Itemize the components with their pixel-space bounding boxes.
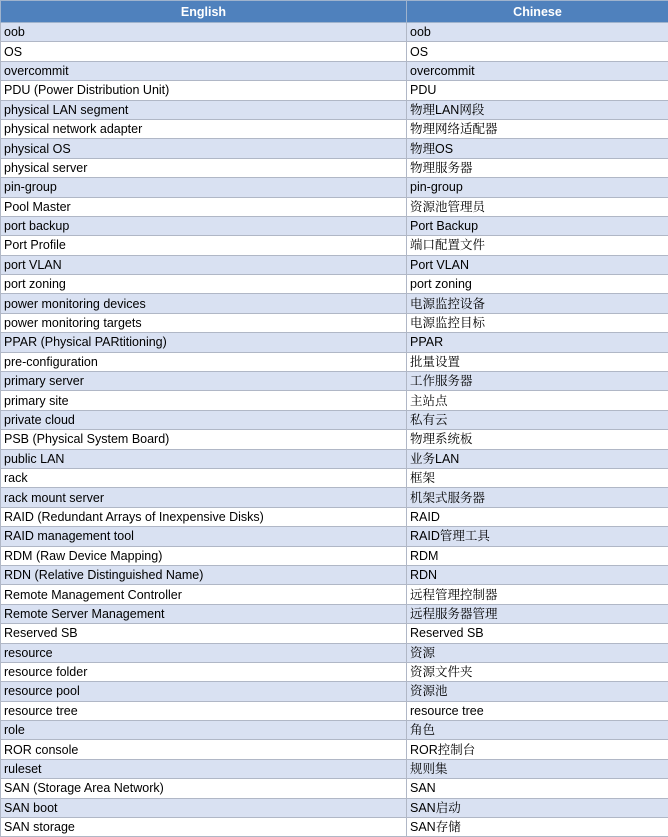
- cell-english: OS: [1, 42, 407, 61]
- cell-english: Remote Server Management: [1, 604, 407, 623]
- cell-chinese: OS: [407, 42, 668, 61]
- table-row: [1, 352, 668, 371]
- cell-chinese: 远程管理控制器: [407, 585, 668, 604]
- table-row: [1, 236, 668, 255]
- table-row: [1, 313, 668, 332]
- cell-english: pre-configuration: [1, 352, 407, 371]
- table-row: [1, 139, 668, 158]
- cell-english: resource: [1, 643, 407, 662]
- table-row: [1, 818, 668, 837]
- cell-chinese: 角色: [407, 721, 668, 740]
- cell-english: PDU (Power Distribution Unit): [1, 81, 407, 100]
- cell-chinese: 端口配置文件: [407, 236, 668, 255]
- table-row: [1, 488, 668, 507]
- cell-chinese: 资源: [407, 643, 668, 662]
- table-row: [1, 275, 668, 294]
- cell-english: Pool Master: [1, 197, 407, 216]
- cell-english: Port Profile: [1, 236, 407, 255]
- table-row: [1, 255, 668, 274]
- cell-english: pin-group: [1, 178, 407, 197]
- cell-chinese: overcommit: [407, 61, 668, 80]
- table-row: [1, 23, 668, 42]
- table-row: [1, 294, 668, 313]
- cell-english: resource tree: [1, 701, 407, 720]
- table-row: [1, 216, 668, 235]
- cell-chinese: SAN存储: [407, 818, 668, 837]
- cell-english: RAID (Redundant Arrays of Inexpensive Disks): [1, 507, 407, 526]
- table-row: [1, 81, 668, 100]
- table-row: [1, 61, 668, 80]
- table-row: [1, 430, 668, 449]
- cell-english: resource pool: [1, 682, 407, 701]
- cell-chinese: RDN: [407, 565, 668, 584]
- table-row: [1, 565, 668, 584]
- table-row: [1, 527, 668, 546]
- header-row: [1, 1, 668, 23]
- table-row: [1, 798, 668, 817]
- cell-english: port backup: [1, 216, 407, 235]
- cell-chinese: oob: [407, 23, 668, 42]
- cell-chinese: 物理网络适配器: [407, 119, 668, 138]
- header-chinese: Chinese: [407, 1, 668, 23]
- cell-chinese: 批量设置: [407, 352, 668, 371]
- cell-english: port zoning: [1, 275, 407, 294]
- cell-english: RAID management tool: [1, 527, 407, 546]
- table-row: [1, 178, 668, 197]
- header-english: English: [1, 1, 407, 23]
- cell-chinese: 物理系统板: [407, 430, 668, 449]
- cell-english: role: [1, 721, 407, 740]
- cell-english: physical OS: [1, 139, 407, 158]
- cell-chinese: Reserved SB: [407, 624, 668, 643]
- cell-chinese: 资源池: [407, 682, 668, 701]
- cell-chinese: SAN: [407, 779, 668, 798]
- table-row: [1, 449, 668, 468]
- cell-english: SAN boot: [1, 798, 407, 817]
- cell-chinese: pin-group: [407, 178, 668, 197]
- cell-english: physical server: [1, 158, 407, 177]
- cell-english: physical network adapter: [1, 119, 407, 138]
- cell-chinese: 物理LAN网段: [407, 100, 668, 119]
- table-row: [1, 624, 668, 643]
- cell-chinese: 物理服务器: [407, 158, 668, 177]
- table-row: [1, 740, 668, 759]
- cell-chinese: 框架: [407, 468, 668, 487]
- cell-chinese: PPAR: [407, 333, 668, 352]
- table-row: [1, 585, 668, 604]
- cell-english: power monitoring targets: [1, 313, 407, 332]
- cell-chinese: 业务LAN: [407, 449, 668, 468]
- cell-chinese: 电源监控目标: [407, 313, 668, 332]
- cell-english: primary site: [1, 391, 407, 410]
- cell-chinese: 工作服务器: [407, 372, 668, 391]
- cell-english: primary server: [1, 372, 407, 391]
- cell-english: private cloud: [1, 410, 407, 429]
- cell-chinese: Port Backup: [407, 216, 668, 235]
- cell-chinese: 远程服务器管理: [407, 604, 668, 623]
- cell-chinese: RAID: [407, 507, 668, 526]
- table-row: [1, 701, 668, 720]
- cell-chinese: ROR控制台: [407, 740, 668, 759]
- cell-english: rack mount server: [1, 488, 407, 507]
- cell-chinese: 资源池管理员: [407, 197, 668, 216]
- cell-chinese: 物理OS: [407, 139, 668, 158]
- cell-chinese: PDU: [407, 81, 668, 100]
- table-body: [1, 23, 668, 837]
- cell-english: rack: [1, 468, 407, 487]
- cell-english: overcommit: [1, 61, 407, 80]
- table-row: [1, 372, 668, 391]
- table-row: [1, 507, 668, 526]
- table-row: [1, 42, 668, 61]
- table-row: [1, 721, 668, 740]
- cell-chinese: RDM: [407, 546, 668, 565]
- cell-chinese: 规则集: [407, 759, 668, 778]
- table-row: [1, 643, 668, 662]
- table-row: [1, 779, 668, 798]
- cell-english: Remote Management Controller: [1, 585, 407, 604]
- cell-english: port VLAN: [1, 255, 407, 274]
- table-row: [1, 333, 668, 352]
- cell-chinese: port zoning: [407, 275, 668, 294]
- table-row: [1, 682, 668, 701]
- table-row: [1, 197, 668, 216]
- table-row: [1, 662, 668, 681]
- cell-english: resource folder: [1, 662, 407, 681]
- cell-english: RDN (Relative Distinguished Name): [1, 565, 407, 584]
- cell-chinese: 私有云: [407, 410, 668, 429]
- cell-chinese: 机架式服务器: [407, 488, 668, 507]
- cell-english: PPAR (Physical PARtitioning): [1, 333, 407, 352]
- cell-chinese: SAN启动: [407, 798, 668, 817]
- table-row: [1, 604, 668, 623]
- cell-chinese: 资源文件夹: [407, 662, 668, 681]
- cell-chinese: 电源监控设备: [407, 294, 668, 313]
- cell-chinese: Port VLAN: [407, 255, 668, 274]
- table-row: [1, 759, 668, 778]
- cell-chinese: 主站点: [407, 391, 668, 410]
- cell-english: PSB (Physical System Board): [1, 430, 407, 449]
- cell-english: oob: [1, 23, 407, 42]
- cell-english: power monitoring devices: [1, 294, 407, 313]
- cell-chinese: resource tree: [407, 701, 668, 720]
- table-row: [1, 158, 668, 177]
- cell-english: SAN (Storage Area Network): [1, 779, 407, 798]
- table-row: [1, 410, 668, 429]
- cell-english: physical LAN segment: [1, 100, 407, 119]
- cell-english: ruleset: [1, 759, 407, 778]
- cell-english: SAN storage: [1, 818, 407, 837]
- table-row: [1, 391, 668, 410]
- cell-english: RDM (Raw Device Mapping): [1, 546, 407, 565]
- table-row: [1, 468, 668, 487]
- table-row: [1, 100, 668, 119]
- cell-english: ROR console: [1, 740, 407, 759]
- cell-english: public LAN: [1, 449, 407, 468]
- cell-english: Reserved SB: [1, 624, 407, 643]
- table-row: [1, 119, 668, 138]
- table-row: [1, 546, 668, 565]
- cell-chinese: RAID管理工具: [407, 527, 668, 546]
